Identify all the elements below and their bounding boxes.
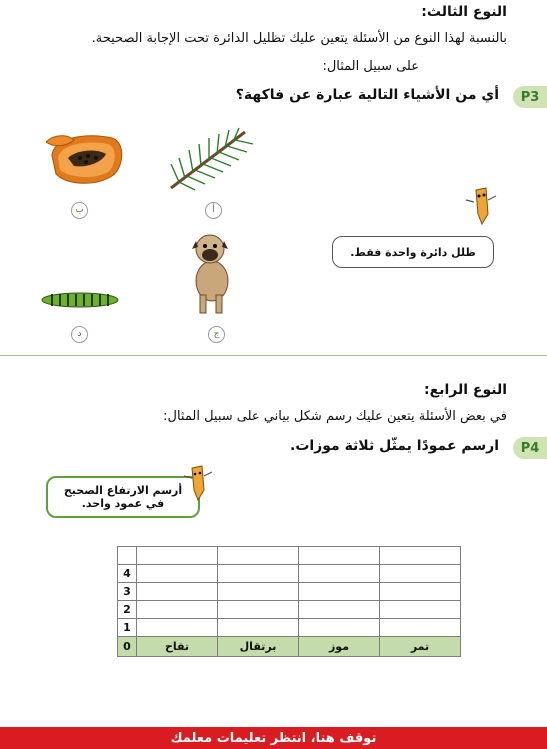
- section-divider: [0, 355, 547, 356]
- y-axis-label: 4: [118, 565, 137, 583]
- chart-row-4: [118, 565, 461, 583]
- option-circle-b[interactable]: ب: [71, 202, 88, 219]
- y-axis-label: 3: [118, 583, 137, 601]
- chart-axis-cell: [118, 547, 137, 565]
- chart-cell[interactable]: [218, 547, 299, 565]
- option-circle-c[interactable]: ج: [208, 326, 225, 343]
- hint-text-p3: ظلل دائرة واحدة فقط.: [350, 245, 476, 259]
- chart-cell[interactable]: [380, 547, 461, 565]
- category-label: برتقال: [218, 637, 299, 657]
- chart-row-top: [118, 547, 461, 565]
- hint-bubble-p3: [332, 236, 494, 268]
- y-axis-label: 0: [118, 637, 137, 657]
- chart-cell[interactable]: [218, 583, 299, 601]
- papaya-icon: [46, 128, 126, 192]
- chart-cell[interactable]: [218, 601, 299, 619]
- question-p4-text: ارسم عمودًا يمثّل ثلاثة موزات.: [290, 438, 499, 454]
- question-badge-p4: P4: [513, 437, 547, 459]
- section4-instruction: في بعض الأسئلة يتعين عليك رسم شكل بياني على سبيل المثال:: [163, 409, 507, 424]
- bar-chart-grid: [117, 546, 461, 657]
- chart-cell[interactable]: [137, 565, 218, 583]
- chart-cell[interactable]: [380, 583, 461, 601]
- category-label: تفاح: [137, 637, 218, 657]
- chart-cell[interactable]: [380, 619, 461, 637]
- chart-cell[interactable]: [137, 619, 218, 637]
- dog-icon: [188, 233, 238, 319]
- category-label: تمر: [380, 637, 461, 657]
- section3-instruction: بالنسبة لهذا النوع من الأسئلة يتعين عليك تظليل الدائرة تحت الإجابة الصحيحة.: [91, 31, 507, 46]
- hint-bubble-p4: [46, 476, 200, 518]
- hint-p4-line2: في عمود واحد.: [81, 497, 165, 510]
- section3-example-label: على سبيل المثال:: [322, 59, 419, 74]
- chart-cell[interactable]: [137, 583, 218, 601]
- chart-cell[interactable]: [299, 583, 380, 601]
- y-axis-label: 1: [118, 619, 137, 637]
- pencil-mascot-icon: [184, 462, 214, 506]
- hint-p4-line1: أرسم الارتفاع الصحيح: [63, 484, 183, 497]
- chart-cell[interactable]: [299, 547, 380, 565]
- chart-cell[interactable]: [299, 565, 380, 583]
- pencil-mascot-icon: [464, 182, 498, 230]
- stop-banner: توقف هنا، انتظر تعليمات معلمك: [0, 727, 547, 749]
- y-axis-label: 2: [118, 601, 137, 619]
- chart-cell[interactable]: [137, 547, 218, 565]
- question-p3-text: أي من الأشياء التالية عبارة عن فاكهة؟: [235, 87, 499, 103]
- option-circle-d[interactable]: د: [71, 326, 88, 343]
- category-label: موز: [299, 637, 380, 657]
- chart-cell[interactable]: [218, 619, 299, 637]
- section4-heading: النوع الرابع:: [424, 382, 507, 398]
- chart-row-2: [118, 601, 461, 619]
- chart-cell[interactable]: [137, 601, 218, 619]
- chart-cell[interactable]: [380, 601, 461, 619]
- chart-cell[interactable]: [299, 619, 380, 637]
- chart-cell[interactable]: [218, 565, 299, 583]
- option-circle-a[interactable]: أ: [205, 202, 222, 219]
- question-badge-p3: P3: [513, 86, 547, 108]
- chart-row-0: [118, 637, 461, 657]
- chart-cell[interactable]: [380, 565, 461, 583]
- pine-branch-icon: [165, 124, 255, 198]
- chart-row-1: [118, 619, 461, 637]
- chart-cell[interactable]: [299, 601, 380, 619]
- section3-heading: النوع الثالث:: [421, 4, 507, 20]
- chart-row-3: [118, 583, 461, 601]
- caterpillar-icon: [40, 290, 120, 314]
